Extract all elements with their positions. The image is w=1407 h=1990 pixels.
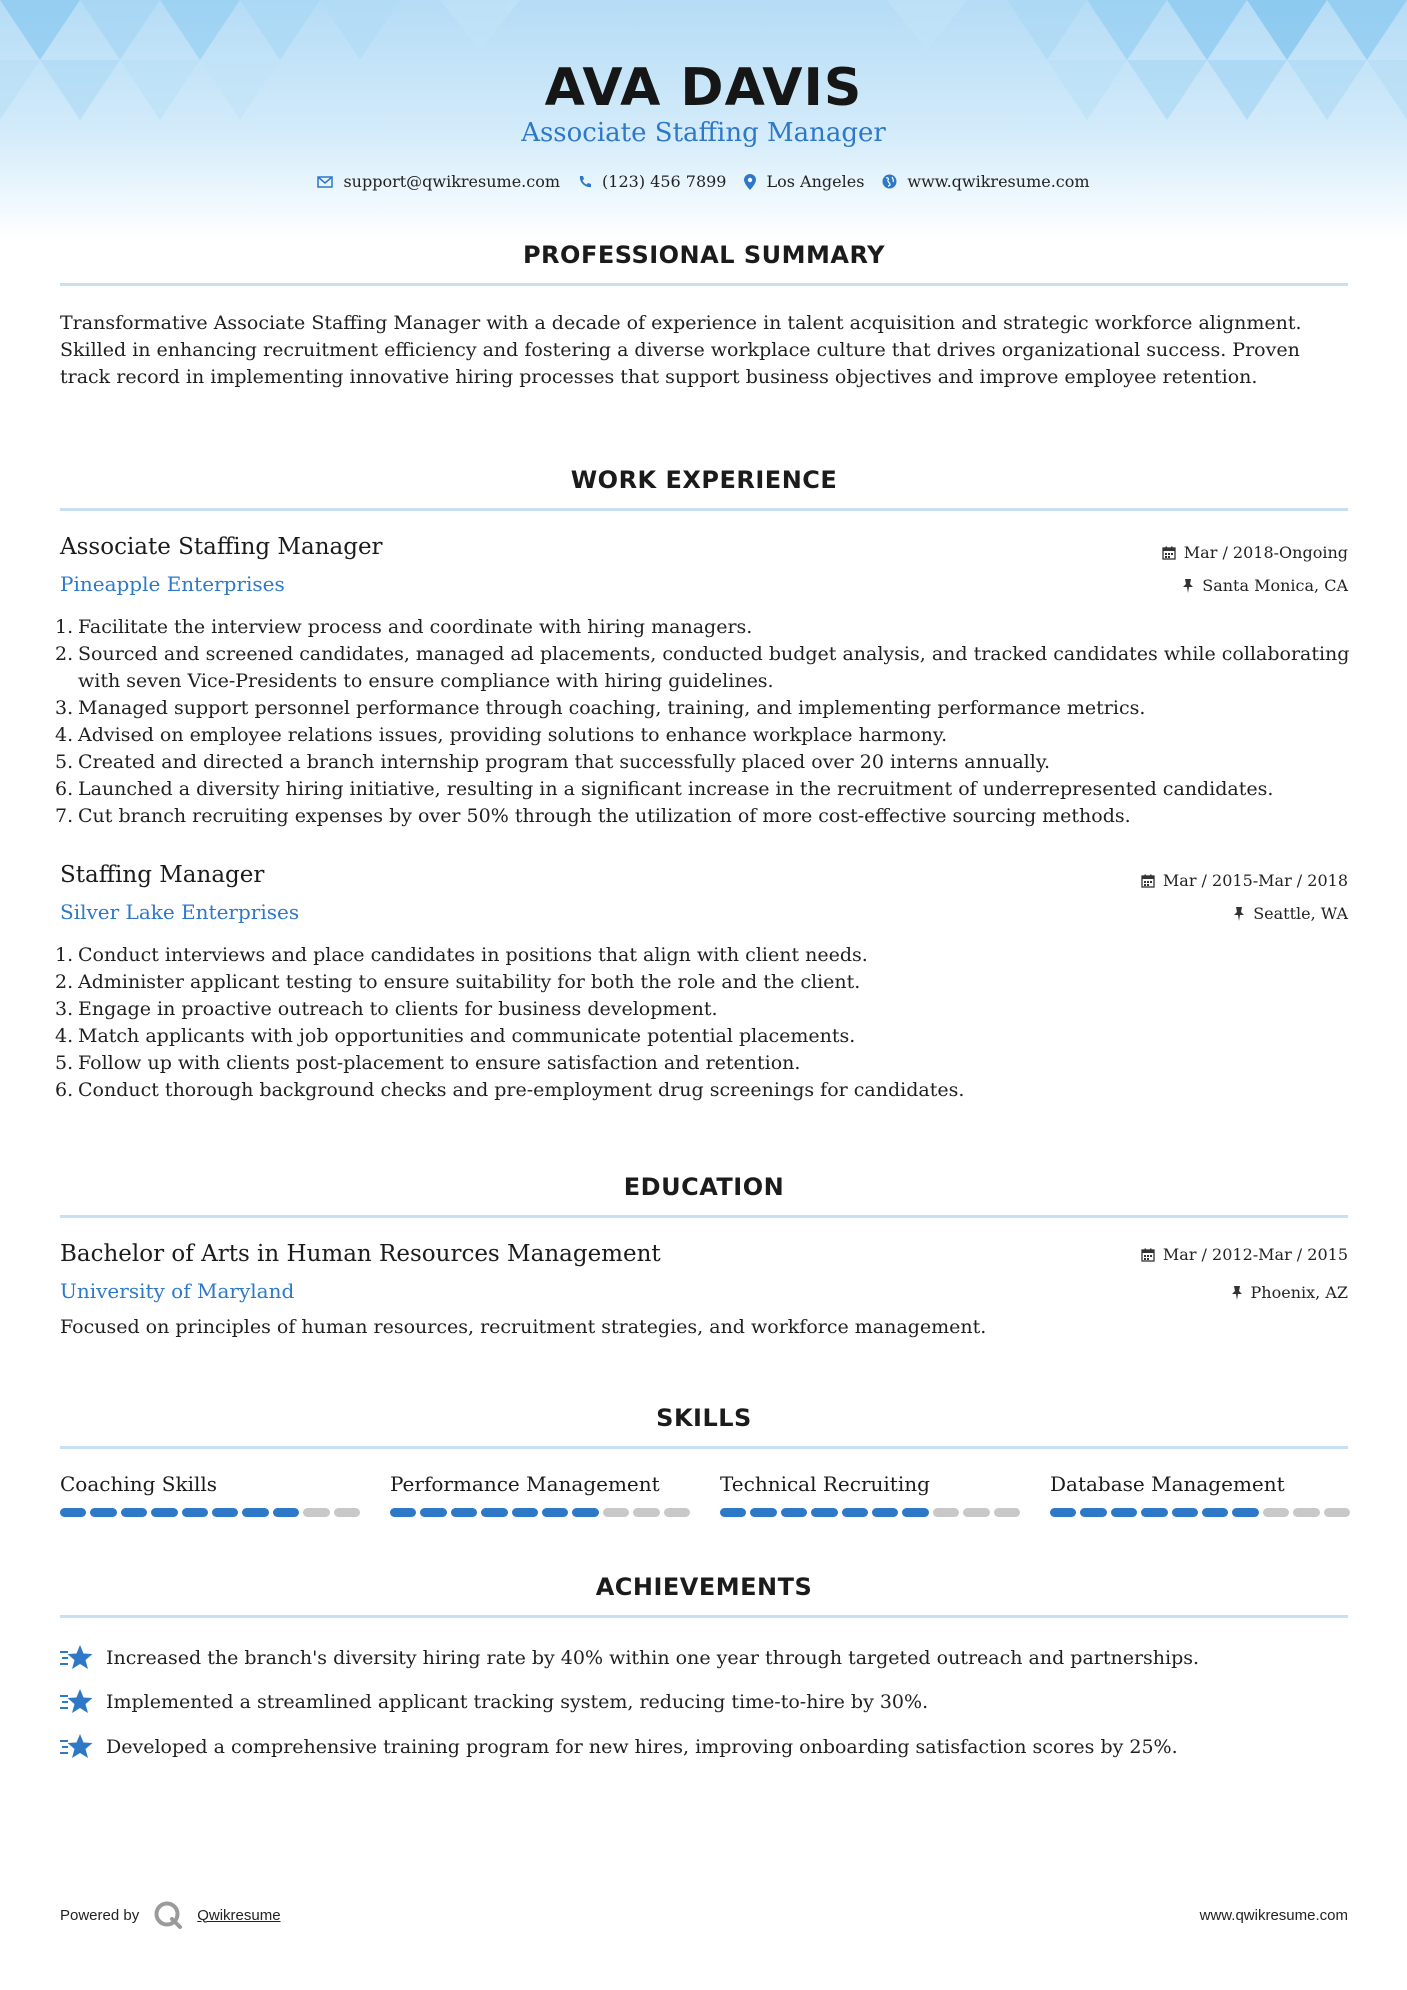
- location-text: Los Angeles: [766, 172, 865, 191]
- job-location-text: Santa Monica, CA: [1202, 576, 1348, 595]
- skill-segment-filled: [512, 1508, 538, 1517]
- footer-website[interactable]: www.qwikresume.com: [1199, 1907, 1348, 1924]
- achievement-text: Increased the branch's diversity hiring rate by 40% within one year through targeted outreach and partnerships.: [106, 1647, 1200, 1669]
- skill-segment-filled: [420, 1508, 446, 1517]
- education-dates: [1141, 1245, 1348, 1264]
- skill-segment-filled: [1172, 1508, 1198, 1517]
- skill-segment-filled: [90, 1508, 116, 1517]
- skill-level-bar: [720, 1508, 1020, 1517]
- skill-segment-empty: [633, 1508, 659, 1517]
- list-item: 5. Follow up with clients post-placement to ensure satisfaction and retention.: [55, 1052, 801, 1074]
- email-text: support@qwikresume.com: [343, 172, 561, 191]
- skill-name: Performance Management: [390, 1472, 660, 1496]
- list-item: 3. Engage in proactive outreach to clients for business development.: [55, 998, 718, 1020]
- skills-grid: [60, 1472, 1350, 1517]
- job-title: Staffing Manager: [60, 862, 265, 888]
- achievement-item: [60, 1733, 1350, 1761]
- footer-powered-by: [60, 1900, 281, 1930]
- job-company: Silver Lake Enterprises: [60, 900, 300, 924]
- contact-location: [744, 172, 864, 191]
- education-description: Focused on principles of human resources, recruitment strategies, and workforce management.: [60, 1316, 987, 1338]
- pushpin-icon: [1231, 1286, 1243, 1300]
- list-item: 4. Match applicants with job opportunities and communicate potential placements.: [55, 1025, 856, 1047]
- candidate-title: Associate Staffing Manager: [521, 118, 886, 148]
- skill-segment-filled: [842, 1508, 868, 1517]
- education-dates-text: Mar / 2012-Mar / 2015: [1162, 1245, 1348, 1264]
- skill-item: [60, 1472, 360, 1517]
- skill-segment-filled: [481, 1508, 507, 1517]
- school-name: University of Maryland: [60, 1279, 295, 1303]
- skill-segment-filled: [781, 1508, 807, 1517]
- brand-link[interactable]: Qwikresume: [197, 1906, 281, 1924]
- skill-segment-filled: [811, 1508, 837, 1517]
- website-text: www.qwikresume.com: [907, 172, 1090, 191]
- map-marker-icon: [744, 174, 756, 190]
- skill-segment-filled: [182, 1508, 208, 1517]
- pushpin-icon: [1182, 579, 1194, 593]
- job-dates-text: Mar / 2018-Ongoing: [1183, 543, 1348, 562]
- skill-segment-filled: [121, 1508, 147, 1517]
- skill-segment-filled: [872, 1508, 898, 1517]
- achievements-divider: [60, 1615, 1348, 1618]
- education-location-text: Phoenix, AZ: [1250, 1283, 1348, 1302]
- job-location-text: Seattle, WA: [1253, 904, 1348, 923]
- skill-segment-empty: [1324, 1508, 1350, 1517]
- education-heading: EDUCATION: [623, 1173, 785, 1201]
- list-item: 6. Launched a diversity hiring initiative, resulting in a significant increase in the recruitment of underrepresented candidates.: [55, 778, 1274, 800]
- pushpin-icon: [1233, 907, 1245, 921]
- skill-segment-empty: [933, 1508, 959, 1517]
- list-item: 4. Advised on employee relations issues, providing solutions to enhance workplace harmony.: [55, 724, 948, 746]
- job-dates: [1141, 871, 1348, 890]
- globe-icon: [882, 174, 897, 189]
- skill-segment-empty: [1263, 1508, 1289, 1517]
- skill-segment-filled: [1050, 1508, 1076, 1517]
- skill-segment-filled: [273, 1508, 299, 1517]
- skill-segment-empty: [1293, 1508, 1319, 1517]
- calendar-icon: [1162, 546, 1176, 560]
- calendar-icon: [1141, 1248, 1155, 1262]
- skill-item: [1050, 1472, 1350, 1517]
- skill-name: Database Management: [1050, 1472, 1285, 1496]
- job-duties-list: [55, 942, 1355, 1104]
- skill-segment-empty: [994, 1508, 1020, 1517]
- skill-segment-filled: [60, 1508, 86, 1517]
- summary-divider: [60, 283, 1348, 286]
- list-item: 5. Created and directed a branch internship program that successfully placed over 20 interns annually.: [55, 751, 1051, 773]
- achievement-text: Developed a comprehensive training program for new hires, improving onboarding satisfaction scores by 25%.: [106, 1736, 1178, 1758]
- job-duties-list: [55, 614, 1355, 830]
- skill-segment-filled: [1080, 1508, 1106, 1517]
- skill-segment-filled: [572, 1508, 598, 1517]
- skill-segment-filled: [750, 1508, 776, 1517]
- job-location: [1182, 576, 1348, 595]
- achievement-item: [60, 1644, 1350, 1672]
- calendar-icon: [1141, 874, 1155, 888]
- education-location: [1231, 1283, 1348, 1302]
- experience-heading: WORK EXPERIENCE: [570, 466, 838, 494]
- list-item: 1. Facilitate the interview process and coordinate with hiring managers.: [55, 616, 753, 638]
- skill-level-bar: [60, 1508, 360, 1517]
- skill-segment-filled: [542, 1508, 568, 1517]
- experience-divider: [60, 508, 1348, 511]
- skill-segment-filled: [212, 1508, 238, 1517]
- list-item: 3. Managed support personnel performance through coaching, training, and implementing performance metrics.: [55, 697, 1146, 719]
- skill-segment-filled: [902, 1508, 928, 1517]
- skill-segment-empty: [334, 1508, 360, 1517]
- job-dates-text: Mar / 2015-Mar / 2018: [1162, 871, 1348, 890]
- qwikresume-logo-icon: [153, 1900, 183, 1930]
- candidate-name: AVA DAVIS: [544, 58, 863, 118]
- skill-segment-filled: [151, 1508, 177, 1517]
- contact-website[interactable]: [882, 172, 1089, 191]
- phone-icon: [578, 175, 592, 189]
- contact-phone[interactable]: [578, 172, 726, 191]
- degree-title: Bachelor of Arts in Human Resources Management: [60, 1241, 661, 1267]
- skill-segment-filled: [390, 1508, 416, 1517]
- star-icon: [60, 1644, 94, 1672]
- skill-name: Coaching Skills: [60, 1472, 218, 1496]
- achievements-heading: ACHIEVEMENTS: [595, 1573, 813, 1601]
- job-location: [1233, 904, 1348, 923]
- list-item: 6. Conduct thorough background checks and pre-employment drug screenings for candidates.: [55, 1079, 965, 1101]
- skill-segment-filled: [1141, 1508, 1167, 1517]
- job-title: Associate Staffing Manager: [60, 534, 383, 560]
- skill-level-bar: [390, 1508, 690, 1517]
- resume-header: [0, 0, 1407, 240]
- skills-divider: [60, 1446, 1348, 1449]
- skill-segment-filled: [242, 1508, 268, 1517]
- skill-segment-filled: [1202, 1508, 1228, 1517]
- contact-row: [0, 172, 1407, 191]
- skill-segment-empty: [664, 1508, 690, 1517]
- summary-heading: PROFESSIONAL SUMMARY: [522, 241, 886, 269]
- list-item: 2. Sourced and screened candidates, managed ad placements, conducted budget analysis, and tracked candidates while collaborating with seven Vice-Presidents to ensure compliance with hiring guidelines.: [55, 643, 1350, 692]
- powered-by-label: Powered by: [60, 1906, 140, 1924]
- skill-level-bar: [1050, 1508, 1350, 1517]
- skill-segment-filled: [1111, 1508, 1137, 1517]
- list-item: 7. Cut branch recruiting expenses by over 50% through the utilization of more cost-effective sourcing methods.: [55, 805, 1131, 827]
- skills-heading: SKILLS: [656, 1404, 752, 1432]
- achievement-item: [60, 1688, 1350, 1716]
- education-divider: [60, 1215, 1348, 1218]
- skill-segment-empty: [603, 1508, 629, 1517]
- summary-text: Transformative Associate Staffing Manager with a decade of experience in talent acquisition and strategic workforce alignment. Skilled in enhancing recruitment efficiency and fostering a diverse workplace culture that drives organizational success. Proven track record in implementing innovative hiring processes that support business objectives and improve employee retention.: [60, 312, 1302, 388]
- skill-segment-empty: [303, 1508, 329, 1517]
- skill-segment-filled: [1232, 1508, 1258, 1517]
- contact-email[interactable]: [317, 172, 560, 191]
- skill-name: Technical Recruiting: [720, 1472, 930, 1496]
- skill-segment-filled: [720, 1508, 746, 1517]
- skill-segment-filled: [451, 1508, 477, 1517]
- envelope-icon: [317, 176, 333, 188]
- job-dates: [1162, 543, 1348, 562]
- star-icon: [60, 1733, 94, 1761]
- list-item: 2. Administer applicant testing to ensure suitability for both the role and the client.: [55, 971, 861, 993]
- star-icon: [60, 1688, 94, 1716]
- skill-item: [720, 1472, 1020, 1517]
- skill-item: [390, 1472, 690, 1517]
- list-item: 1. Conduct interviews and place candidates in positions that align with client needs.: [55, 944, 868, 966]
- achievement-text: Implemented a streamlined applicant tracking system, reducing time-to-hire by 30%.: [106, 1691, 929, 1713]
- phone-text: (123) 456 7899: [602, 172, 727, 191]
- skill-segment-empty: [963, 1508, 989, 1517]
- job-company: Pineapple Enterprises: [60, 572, 285, 596]
